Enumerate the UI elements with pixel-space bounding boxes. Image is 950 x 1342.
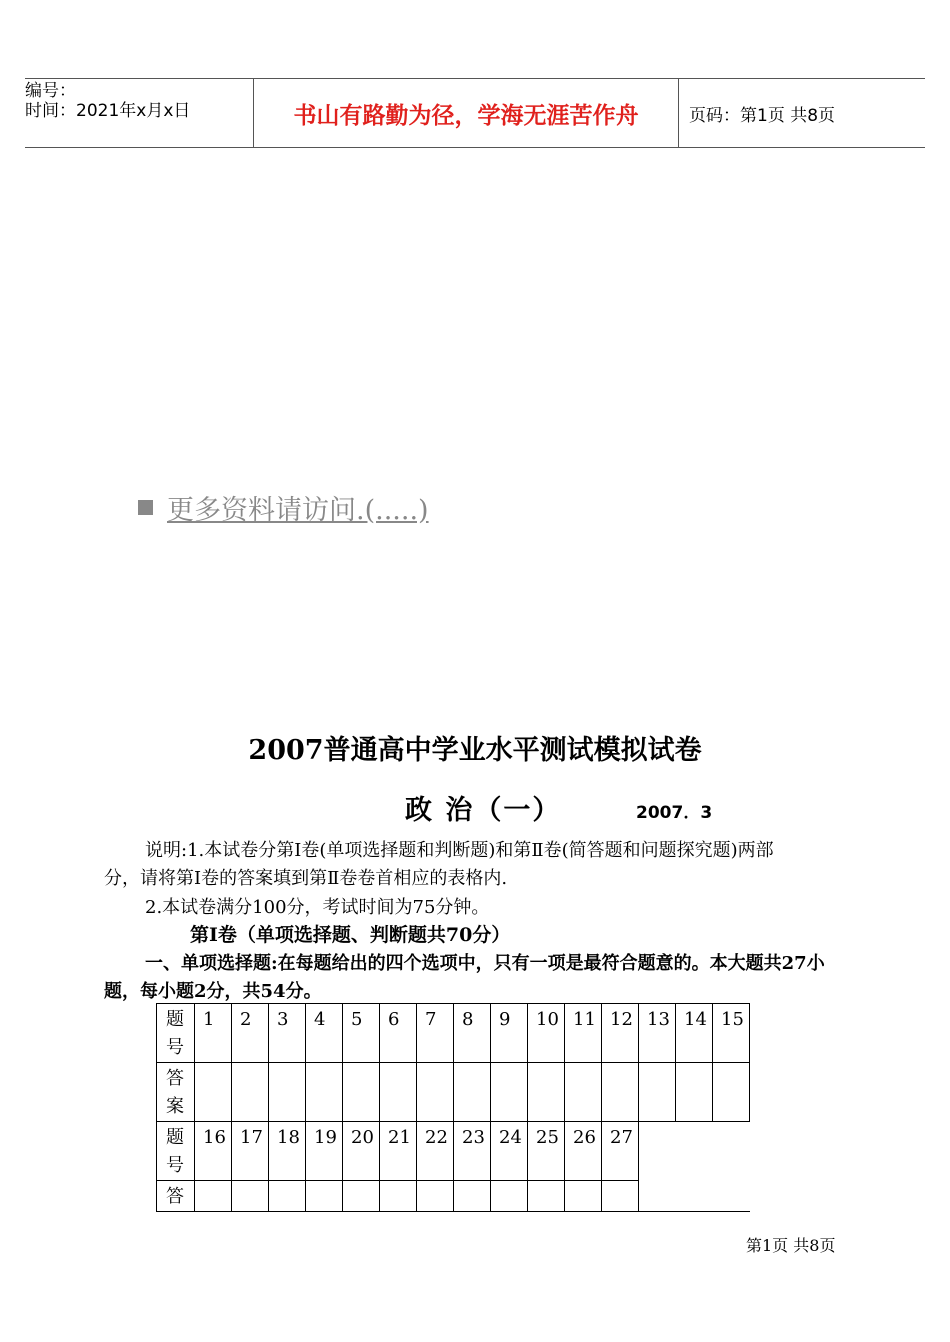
instruction-line-2: 分，请将第Ⅰ卷的答案填到第Ⅱ卷卷首相应的表格内. <box>104 868 508 889</box>
header-motto: 书山有路勤为径，学海无涯苦作舟 <box>253 79 679 147</box>
question-number-cell: 12 <box>602 1004 639 1063</box>
answer-cell[interactable] <box>380 1181 417 1212</box>
page-footer: 第1页 共8页 <box>746 1236 836 1255</box>
time-label: 时间：2021年x月x日 <box>25 101 191 121</box>
instruction-line-3: 2.本试卷满分100分，考试时间为75分钟。 <box>145 897 490 918</box>
header-meta <box>25 79 253 149</box>
answer-cell[interactable] <box>713 1063 750 1122</box>
question-number-cell: 1 <box>195 1004 232 1063</box>
answer-table <box>156 1003 750 1212</box>
question-number-cell: 4 <box>306 1004 343 1063</box>
question-number-cell: 13 <box>639 1004 676 1063</box>
answer-cell[interactable] <box>639 1063 676 1122</box>
answer-cell[interactable] <box>602 1063 639 1122</box>
answer-cell[interactable] <box>528 1181 565 1212</box>
answer-cell[interactable] <box>491 1063 528 1122</box>
question-heading-line-2: 题，每小题2分，共54分。 <box>104 981 322 1002</box>
answer-cell[interactable] <box>195 1181 232 1212</box>
question-number-cell: 24 <box>491 1122 528 1181</box>
empty-cell <box>639 1181 750 1212</box>
row-label-number: 题号 <box>157 1122 195 1181</box>
answer-cell[interactable] <box>380 1063 417 1122</box>
exam-date: 2007．3 <box>636 803 713 823</box>
answer-cell[interactable] <box>565 1063 602 1122</box>
answer-cell[interactable] <box>528 1063 565 1122</box>
more-resources-link[interactable] <box>138 488 429 527</box>
empty-cell <box>639 1122 750 1181</box>
instruction-line-1: 说明:1.本试卷分第Ⅰ卷(单项选择题和判断题)和第Ⅱ卷(简答题和问题探究题)两部 <box>145 840 774 861</box>
table-row <box>157 1122 750 1181</box>
answer-cell[interactable] <box>454 1063 491 1122</box>
answer-cell[interactable] <box>269 1181 306 1212</box>
question-number-cell: 17 <box>232 1122 269 1181</box>
header-page-info: 页码：第1页 共8页 <box>689 105 836 126</box>
answer-cell[interactable] <box>417 1181 454 1212</box>
question-number-cell: 18 <box>269 1122 306 1181</box>
question-number-cell: 16 <box>195 1122 232 1181</box>
answer-cell[interactable] <box>491 1181 528 1212</box>
table-row <box>157 1063 750 1122</box>
question-number-cell: 3 <box>269 1004 306 1063</box>
answer-cell[interactable] <box>269 1063 306 1122</box>
question-number-cell: 10 <box>528 1004 565 1063</box>
answer-cell[interactable] <box>565 1181 602 1212</box>
question-number-cell: 25 <box>528 1122 565 1181</box>
table-row <box>157 1004 750 1063</box>
question-heading-line-1: 一、单项选择题:在每题给出的四个选项中，只有一项是最符合题意的。本大题共27小 <box>145 953 825 974</box>
question-number-cell: 27 <box>602 1122 639 1181</box>
answer-cell[interactable] <box>306 1063 343 1122</box>
exam-subject: 政 治（一） <box>405 795 562 826</box>
question-number-cell: 14 <box>676 1004 713 1063</box>
question-number-cell: 21 <box>380 1122 417 1181</box>
question-number-cell: 19 <box>306 1122 343 1181</box>
row-label-number: 题号 <box>157 1004 195 1063</box>
question-number-cell: 6 <box>380 1004 417 1063</box>
question-number-cell: 20 <box>343 1122 380 1181</box>
answer-cell[interactable] <box>232 1181 269 1212</box>
answer-cell[interactable] <box>676 1063 713 1122</box>
number-label: 编号： <box>25 81 76 101</box>
question-number-cell: 11 <box>565 1004 602 1063</box>
question-number-cell: 2 <box>232 1004 269 1063</box>
question-number-cell: 22 <box>417 1122 454 1181</box>
answer-cell[interactable] <box>343 1063 380 1122</box>
answer-cell[interactable] <box>602 1181 639 1212</box>
exam-title: 2007普通高中学业水平测试模拟试卷 <box>248 735 702 766</box>
answer-cell[interactable] <box>232 1063 269 1122</box>
answer-cell[interactable] <box>306 1181 343 1212</box>
row-label-answer: 答 <box>157 1181 195 1212</box>
question-number-cell: 15 <box>713 1004 750 1063</box>
page-header <box>25 78 925 148</box>
answer-cell[interactable] <box>343 1181 380 1212</box>
question-number-cell: 5 <box>343 1004 380 1063</box>
answer-cell[interactable] <box>195 1063 232 1122</box>
question-number-cell: 7 <box>417 1004 454 1063</box>
square-bullet-icon <box>138 500 153 515</box>
answer-cell[interactable] <box>417 1063 454 1122</box>
row-label-answer: 答案 <box>157 1063 195 1122</box>
question-number-cell: 8 <box>454 1004 491 1063</box>
question-number-cell: 23 <box>454 1122 491 1181</box>
question-number-cell: 9 <box>491 1004 528 1063</box>
section-title: 第Ⅰ卷（单项选择题、判断题共70分） <box>190 924 511 946</box>
more-resources-text[interactable]: 更多资料请访问.(.....) <box>167 495 429 526</box>
question-number-cell: 26 <box>565 1122 602 1181</box>
table-row <box>157 1181 750 1212</box>
answer-cell[interactable] <box>454 1181 491 1212</box>
